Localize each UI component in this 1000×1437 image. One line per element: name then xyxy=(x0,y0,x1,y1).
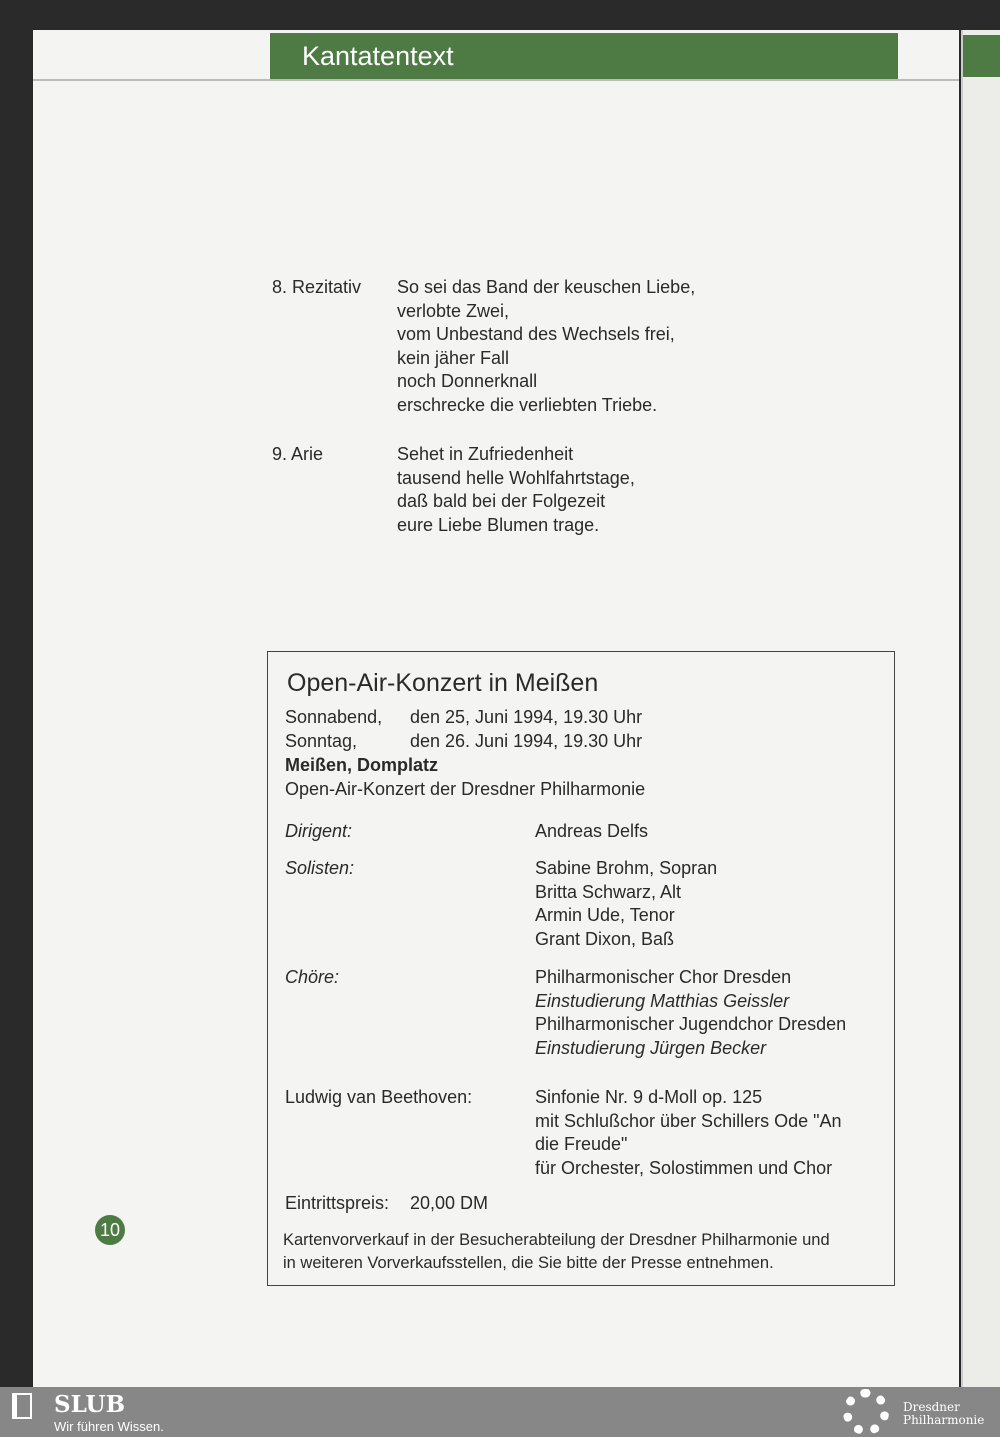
header-rule xyxy=(33,79,959,81)
work-line: Sinfonie Nr. 9 d-Moll op. 125 xyxy=(535,1087,763,1107)
slub-tagline: Wir führen Wissen. xyxy=(54,1419,164,1434)
text-line: erschrecke die verliebten Triebe. xyxy=(397,394,658,415)
philharmonie-logo-icon xyxy=(843,1389,889,1435)
choirs-list xyxy=(535,966,846,1060)
concert-title: Open-Air-Konzert in Meißen xyxy=(287,669,599,697)
text-line: verlobte Zwei, xyxy=(397,300,510,321)
date-day: Sonnabend, xyxy=(285,707,383,727)
text-line: So sei das Band der keuschen Liebe, xyxy=(397,277,696,297)
movement-number: 9. Arie xyxy=(272,444,324,464)
choir-director: Einstudierung Matthias Geissler xyxy=(535,990,790,1011)
concert-subtitle: Open-Air-Konzert der Dresdner Philharmonie xyxy=(285,779,646,799)
choir: Philharmonischer Chor Dresden xyxy=(535,967,792,987)
presale-line: in weiteren Vorverkaufsstellen, die Sie bitte der Presse entnehmen. xyxy=(283,1254,774,1272)
text-line: kein jäher Fall xyxy=(397,347,510,368)
soloist: Grant Dixon, Baß xyxy=(535,928,675,949)
conductor: Andreas Delfs xyxy=(535,821,649,841)
work-line: mit Schlußchor über Schillers Ode "An xyxy=(535,1110,842,1131)
page-number: 10 xyxy=(95,1215,125,1245)
next-page-edge xyxy=(961,30,1000,1387)
work xyxy=(535,1086,842,1180)
movement-text xyxy=(397,443,635,537)
soloists-label: Solisten: xyxy=(285,858,355,878)
section-title: Kantatentext xyxy=(302,41,454,71)
work-line: die Freude" xyxy=(535,1134,628,1155)
choir: Philharmonischer Jugendchor Dresden xyxy=(535,1014,847,1035)
slub-logo: SLUB xyxy=(54,1391,126,1418)
text-line: eure Liebe Blumen trage. xyxy=(397,514,600,535)
partner-name xyxy=(903,1401,984,1427)
date-value: den 26. Juni 1994, 19.30 Uhr xyxy=(410,731,643,751)
text-line: tausend helle Wohlfahrtstage, xyxy=(397,467,635,488)
composer: Ludwig van Beethoven: xyxy=(285,1087,473,1107)
choir-director: Einstudierung Jürgen Becker xyxy=(535,1037,767,1058)
text-line: vom Unbestand des Wechsels frei, xyxy=(397,324,675,345)
choirs-label: Chöre: xyxy=(285,967,340,987)
presale-line: Kartenvorverkauf in der Besucherabteilung der Dresdner Philharmonie und xyxy=(283,1231,830,1249)
venue: Meißen, Domplatz xyxy=(285,755,439,775)
text-line: noch Donnerknall xyxy=(397,371,538,392)
price: 20,00 DM xyxy=(410,1193,489,1213)
book-icon xyxy=(12,1393,32,1419)
partner-line: Philharmonie xyxy=(903,1413,985,1427)
text-line: Sehet in Zufriedenheit xyxy=(397,444,574,464)
presale-note xyxy=(283,1229,830,1275)
soloist: Britta Schwarz, Alt xyxy=(535,881,682,902)
soloist: Sabine Brohm, Sopran xyxy=(535,858,718,878)
section-header xyxy=(270,33,898,80)
soloist: Armin Ude, Tenor xyxy=(535,905,675,926)
text-line: daß bald bei der Folgezeit xyxy=(397,491,606,512)
price-label: Eintrittspreis: xyxy=(285,1193,390,1213)
movement-number: 8. Rezitativ xyxy=(272,277,362,297)
movement-text xyxy=(397,276,695,418)
soloists-list xyxy=(535,857,717,951)
partner-line: Dresdner xyxy=(903,1400,960,1414)
conductor-label: Dirigent: xyxy=(285,821,353,841)
work-line: für Orchester, Solostimmen und Chor xyxy=(535,1157,833,1178)
date-value: den 25, Juni 1994, 19.30 Uhr xyxy=(410,707,643,727)
date-day: Sonntag, xyxy=(285,731,358,751)
footer-bar xyxy=(0,1387,1000,1437)
